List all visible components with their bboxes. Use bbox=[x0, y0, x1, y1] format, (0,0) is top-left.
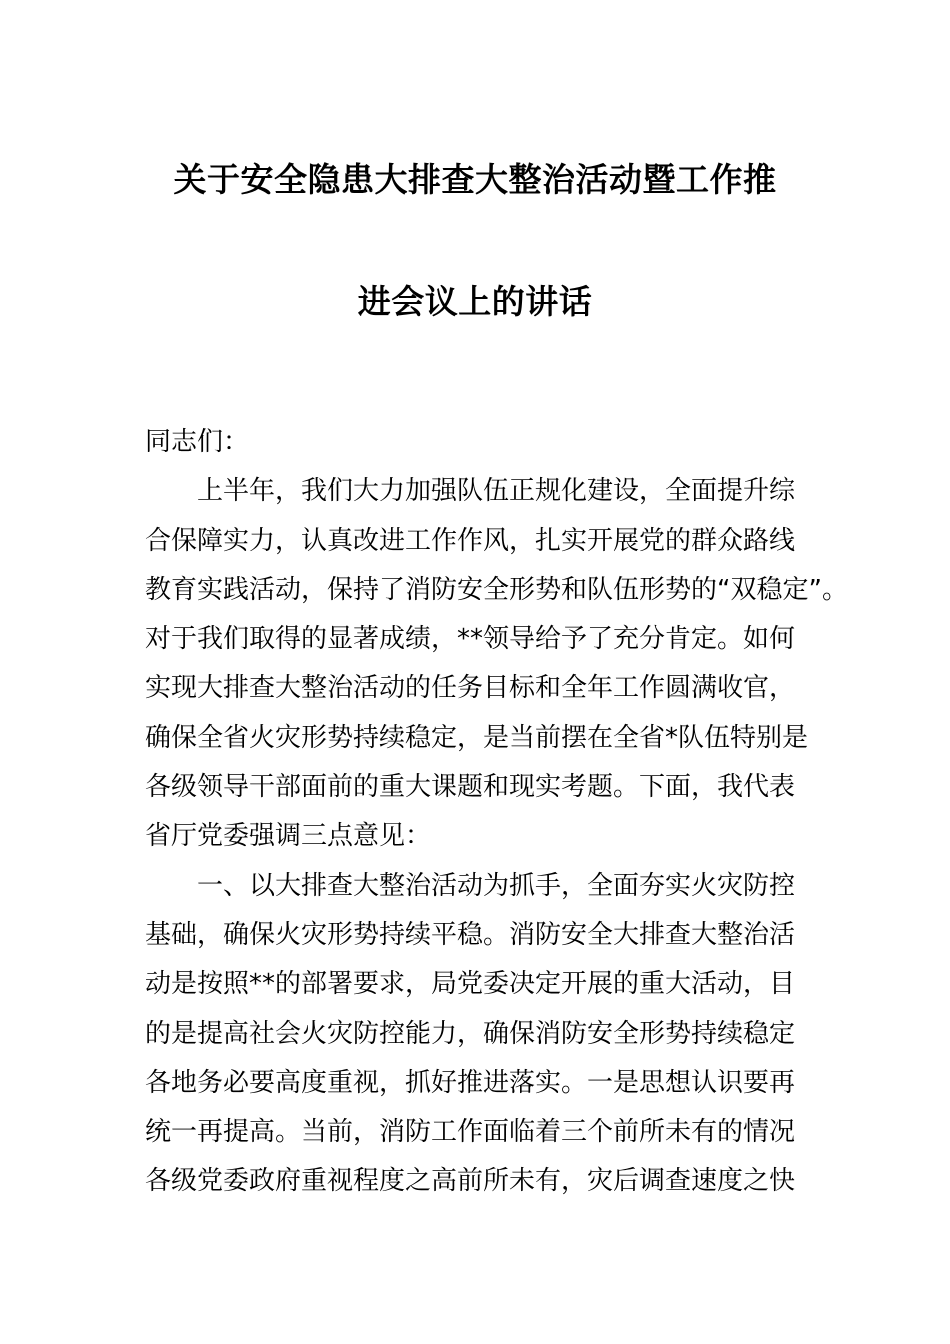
body-line: 各级领导干部面前的重大课题和现实考题。下面，我代表 bbox=[145, 772, 796, 803]
salutation: 同志们： bbox=[145, 427, 250, 457]
body-line: 一、以大排查大整治活动为抓手，全面夯实火灾防控 bbox=[197, 870, 796, 901]
body-line: 上半年，我们大力加强队伍正规化建设，全面提升综 bbox=[197, 476, 796, 507]
body-line: 的是提高社会火灾防控能力，确保消防安全形势持续稳定 bbox=[145, 1018, 796, 1049]
body-line: 实现大排查大整治活动的任务目标和全年工作圆满收官， bbox=[145, 673, 796, 704]
body-line: 各级党委政府重视程度之高前所未有，灾后调查速度之快 bbox=[145, 1166, 796, 1197]
document-title-line-1: 关于安全隐患大排查大整治活动暨工作推 bbox=[173, 160, 777, 199]
body-line: 动是按照**的部署要求，局党委决定开展的重大活动，目 bbox=[145, 969, 796, 1000]
body-line: 省厅党委强调三点意见： bbox=[145, 821, 432, 852]
body-line: 基础，确保火灾形势持续平稳。消防安全大排查大整治活 bbox=[145, 919, 796, 950]
body-line: 对于我们取得的显著成绩，**领导给予了充分肯定。如何 bbox=[145, 624, 796, 655]
body-line: 各地务必要高度重视，抓好推进落实。一是思想认识要再 bbox=[145, 1067, 796, 1098]
body-line: 统一再提高。当前，消防工作面临着三个前所未有的情况 bbox=[145, 1117, 796, 1148]
document-body bbox=[145, 418, 848, 1207]
body-line: 合保障实力，认真改进工作作风，扎实开展党的群众路线 bbox=[145, 525, 796, 556]
body-line: 确保全省火灾形势持续稳定，是当前摆在全省*队伍特别是 bbox=[145, 722, 809, 753]
body-line: 教育实践活动，保持了消防安全形势和队伍形势的“双稳定”。 bbox=[145, 574, 848, 605]
document-title-line-2: 进会议上的讲话 bbox=[357, 282, 593, 321]
